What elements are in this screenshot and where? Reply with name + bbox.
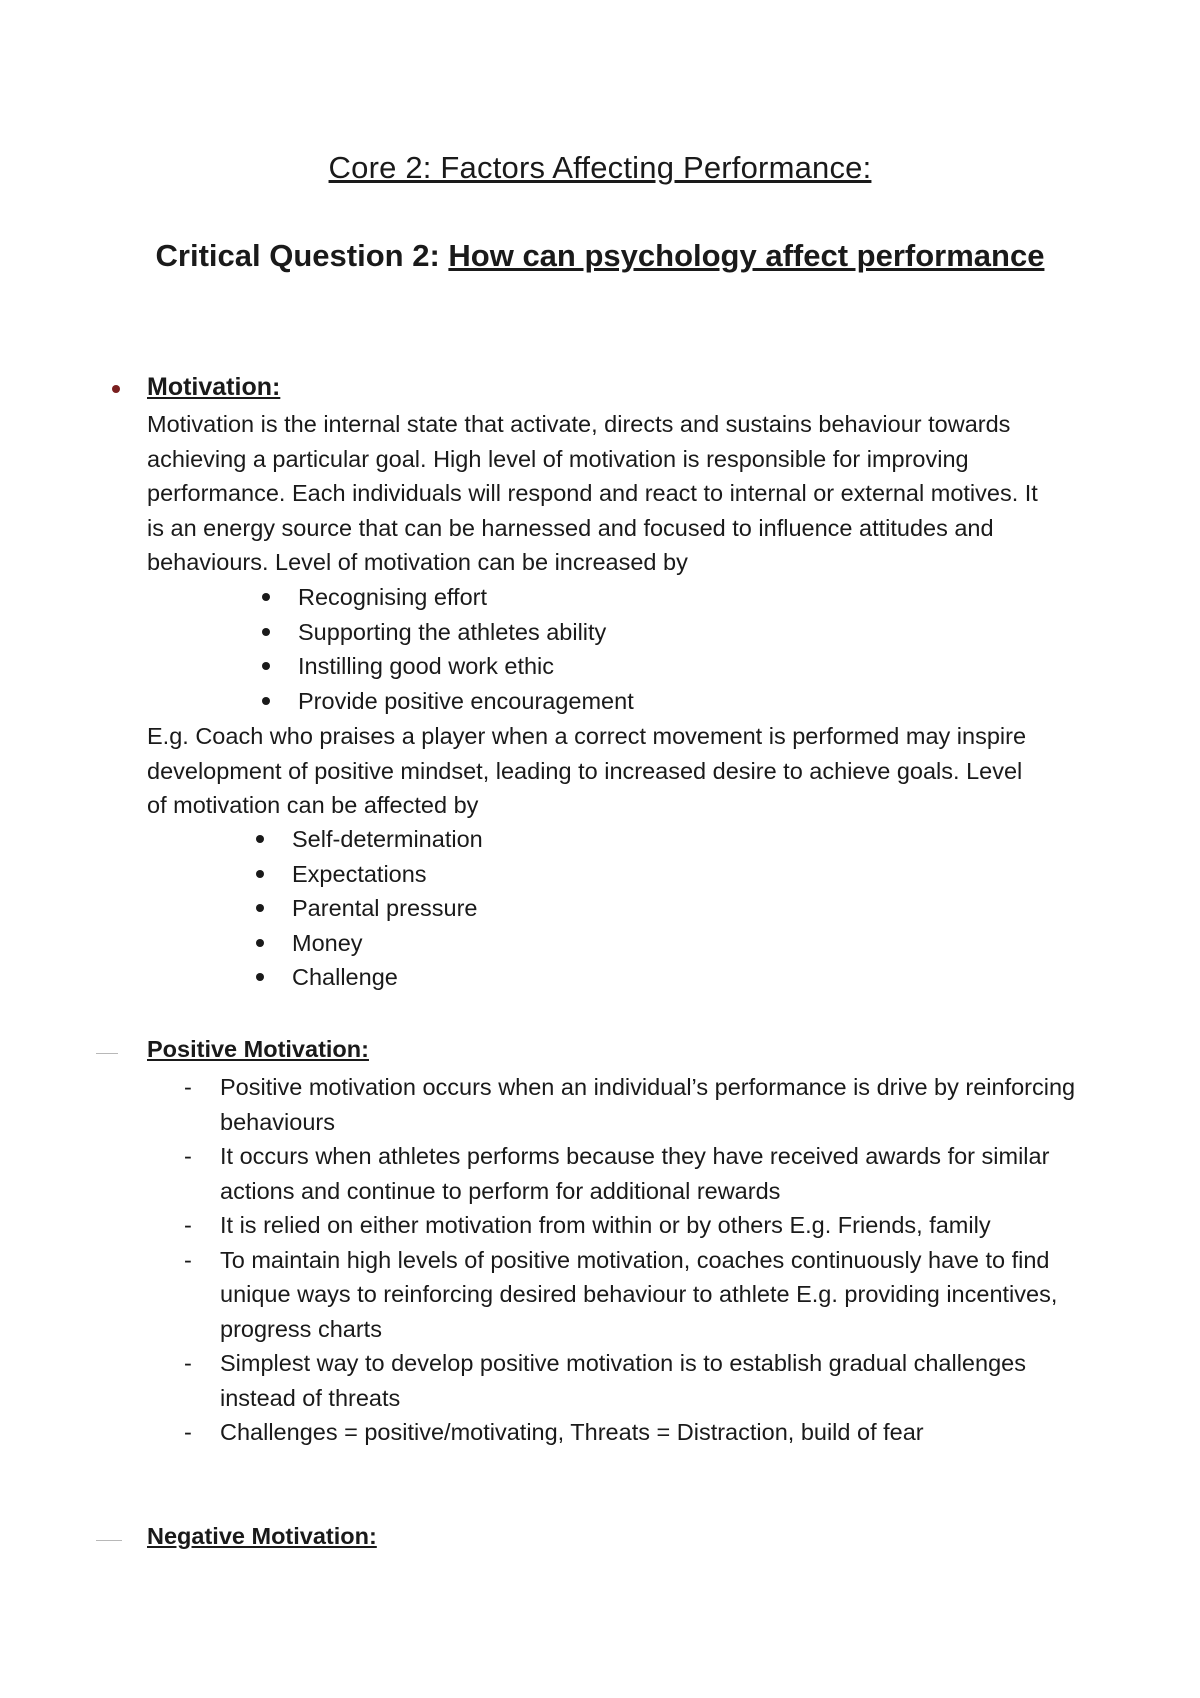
dash-icon: - bbox=[184, 1212, 192, 1238]
margin-mark bbox=[96, 1540, 122, 1541]
motivation-intro: Motivation is the internal state that activate, directs and sustains behaviour towards achieving a particular goal. High level of motivation is responsible for improving performance. Each individuals will respond and react to internal or external motives. It is an energy source that can be harnessed and focused to influence attitudes and behaviours. Level of motivation can be increased by bbox=[147, 411, 1038, 575]
margin-mark bbox=[96, 1053, 118, 1054]
section-bullet bbox=[112, 385, 120, 393]
list-item: Provide positive encouragement bbox=[258, 684, 634, 719]
negative-motivation-heading: Negative Motivation: bbox=[147, 1523, 377, 1549]
page-title: Core 2: Factors Affecting Performance: bbox=[328, 150, 872, 185]
bullet-icon bbox=[256, 939, 264, 947]
list-item: Challenge bbox=[252, 960, 483, 995]
list-item: Recognising effort bbox=[258, 580, 634, 615]
list-item: - To maintain high levels of positive motivation, coaches continuously have to find unique ways to reinforcing desired behaviour to athlete E.g. providing incentives, progress charts bbox=[184, 1243, 1084, 1347]
list-item: - It is relied on either motivation from within or by others E.g. Friends, family bbox=[184, 1208, 1084, 1243]
list-item: - Simplest way to develop positive motivation is to establish gradual challenges instead of threats bbox=[184, 1346, 1084, 1415]
dash-icon: - bbox=[184, 1419, 192, 1445]
critical-question-heading bbox=[0, 238, 1200, 274]
list-item: - Positive motivation occurs when an individual’s performance is drive by reinforcing behaviours bbox=[184, 1070, 1084, 1139]
list-item: Parental pressure bbox=[252, 891, 483, 926]
bullet-icon bbox=[262, 593, 270, 601]
increased-by-list bbox=[258, 580, 634, 718]
motivation-example: E.g. Coach who praises a player when a correct movement is performed may inspire development of positive mindset, leading to increased desire to achieve goals. Level of motivation can be affected by bbox=[147, 723, 1027, 818]
bullet-icon bbox=[262, 697, 270, 705]
critical-question-text: How can psychology affect performance bbox=[448, 238, 1045, 273]
bullet-icon bbox=[256, 904, 264, 912]
list-item: Expectations bbox=[252, 857, 483, 892]
bullet-icon bbox=[256, 870, 264, 878]
bullet-icon bbox=[262, 628, 270, 636]
dash-icon: - bbox=[184, 1074, 192, 1100]
list-item: Self-determination bbox=[252, 822, 483, 857]
motivation-heading: Motivation: bbox=[147, 373, 281, 401]
list-item: - Challenges = positive/motivating, Threats = Distraction, build of fear bbox=[184, 1415, 1084, 1450]
list-item: - It occurs when athletes performs because they have received awards for similar actions and continue to perform for additional rewards bbox=[184, 1139, 1084, 1208]
list-item: Supporting the athletes ability bbox=[258, 615, 634, 650]
list-item: Money bbox=[252, 926, 483, 961]
positive-motivation-heading: Positive Motivation: bbox=[147, 1036, 369, 1062]
bullet-icon bbox=[256, 835, 264, 843]
dash-icon: - bbox=[184, 1246, 192, 1273]
critical-question-label: Critical Question 2: bbox=[155, 238, 449, 273]
list-item: Instilling good work ethic bbox=[258, 649, 634, 684]
positive-motivation-list bbox=[184, 1070, 1084, 1450]
dash-icon: - bbox=[184, 1143, 192, 1169]
bullet-icon bbox=[262, 662, 270, 670]
dash-icon: - bbox=[184, 1350, 192, 1376]
affected-by-list bbox=[252, 822, 483, 995]
bullet-icon bbox=[256, 973, 264, 981]
